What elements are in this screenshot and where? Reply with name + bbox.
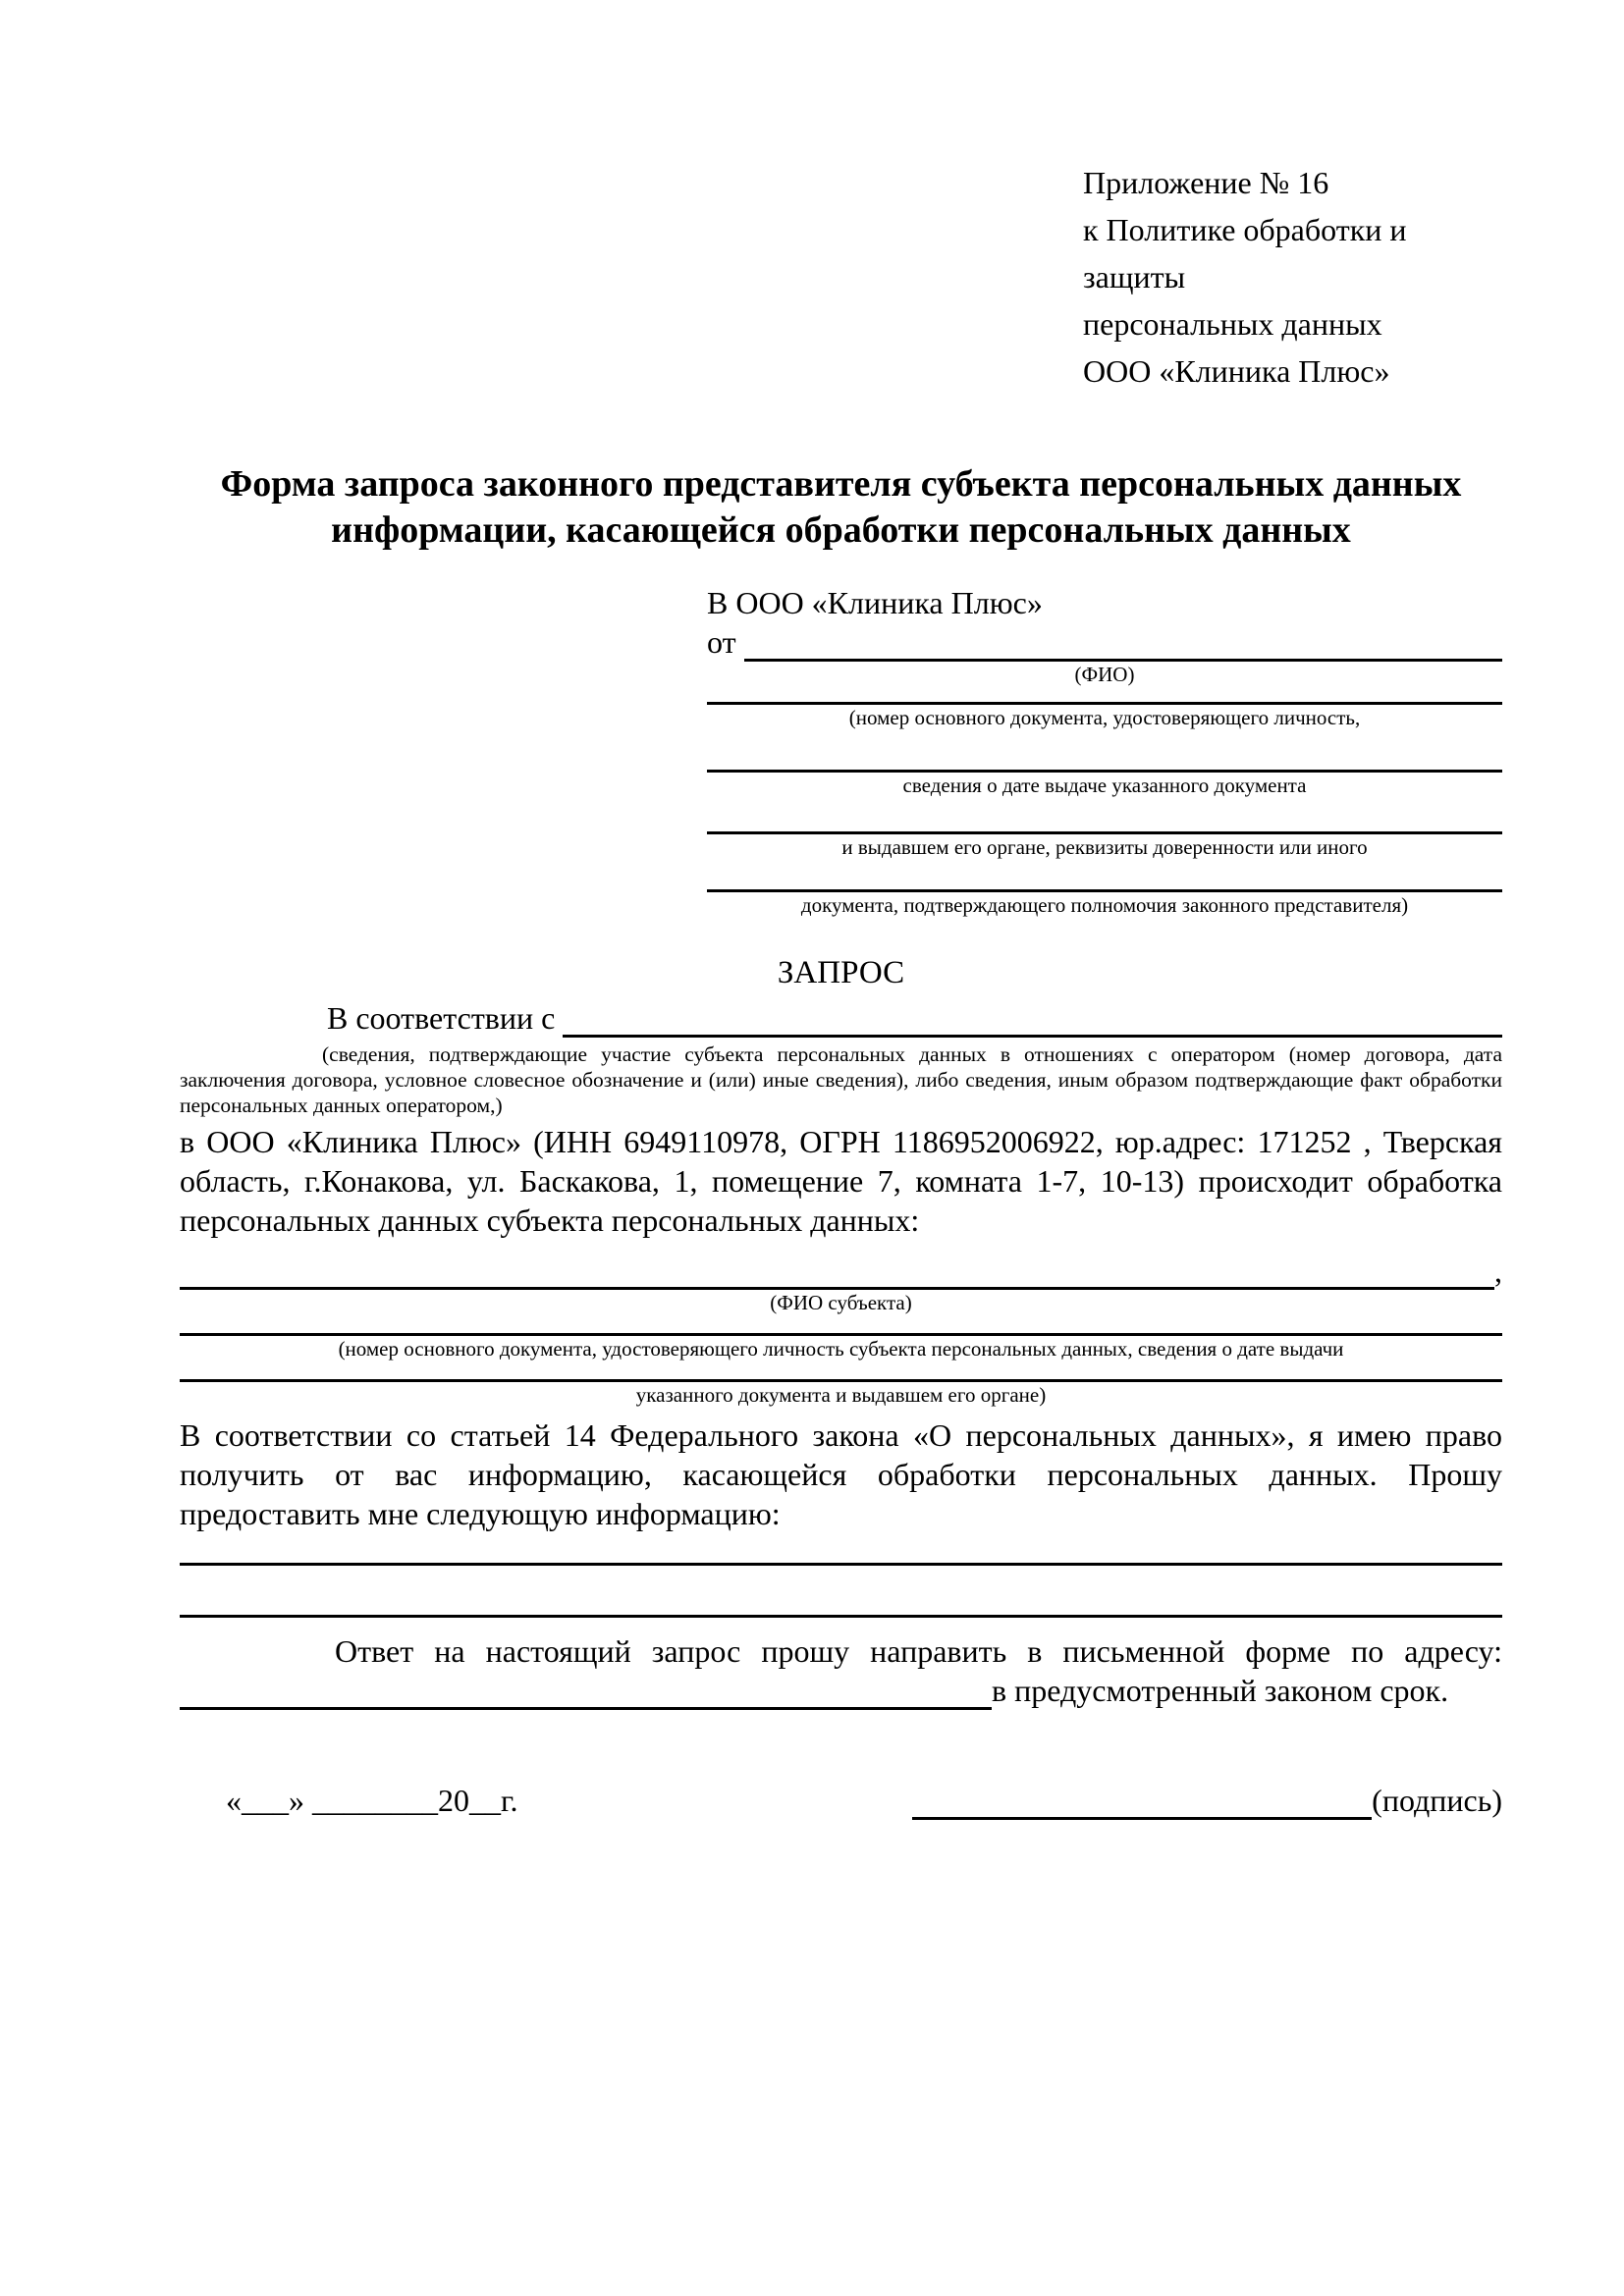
representative-doc-caption-3: и выдавшем его органе, реквизиты доверенности или иного xyxy=(841,835,1368,859)
appendix-policy-line2: персональных данных xyxy=(1083,306,1382,342)
subject-doc-caption-2: указанного документа и выдавшем его органе) xyxy=(635,1383,1047,1407)
signature-block xyxy=(912,1781,1502,1820)
appendix-policy-line: к Политике обработки и защиты xyxy=(1083,212,1407,294)
representative-fio-field[interactable] xyxy=(744,626,1502,662)
reply-address-field[interactable] xyxy=(180,1675,992,1710)
subject-fio-caption: (ФИО субъекта) xyxy=(770,1291,912,1314)
document-title-line2: информации, касающейся обработки персональных данных xyxy=(331,509,1351,551)
addressee-block xyxy=(707,583,1502,918)
subject-fio-row xyxy=(180,1254,1502,1290)
representative-doc-caption-4: документа, подтверждающего полномочия законного представителя) xyxy=(800,893,1409,917)
fio-caption: (ФИО) xyxy=(1074,663,1135,686)
subject-doc-caption-1: (номер основного документа, удостоверяющего личность субъекта персональных данных, сведения о дате выдачи xyxy=(338,1337,1344,1361)
representative-doc-field-4[interactable] xyxy=(707,860,1502,892)
representative-doc-field-1[interactable] xyxy=(707,687,1502,705)
reply-address-row xyxy=(180,1671,1502,1710)
appendix-company: ООО «Клиника Плюс» xyxy=(1083,353,1390,389)
basis-field[interactable] xyxy=(563,1002,1502,1038)
signature-caption: (подпись) xyxy=(1372,1783,1502,1818)
according-label: В соответствии с xyxy=(327,1000,556,1036)
subject-doc-field-2[interactable] xyxy=(180,1362,1502,1382)
reply-tail: в предусмотренный законом срок. xyxy=(992,1673,1449,1708)
info-request-field-2[interactable] xyxy=(180,1566,1502,1618)
rights-paragraph: В соответствии со статьей 14 Федерального закона «О персональных данных», я имею право получить от вас информацию, касающейся обработки персональных данных. Прошу предоставить мне следующую информацию: xyxy=(180,1417,1502,1531)
representative-doc-caption-1: (номер основного документа, удостоверяющего личность, xyxy=(848,706,1361,729)
representative-doc-field-3[interactable] xyxy=(707,798,1502,834)
from-label: от xyxy=(707,624,736,660)
representative-doc-field-2[interactable] xyxy=(707,730,1502,773)
basis-row xyxy=(180,998,1502,1038)
basis-caption: (сведения, подтверждающие участие субъекта персональных данных в отношениях с оператором (номер договора, дата заключения договора, условное словесное обозначение и (или) иные сведения), либо сведения, иным образом подтверждающие факт обработки персональных данных оператором,) xyxy=(180,1042,1502,1117)
info-request-field-1[interactable] xyxy=(180,1533,1502,1566)
request-heading: ЗАПРОС xyxy=(777,955,905,990)
trailing-comma: , xyxy=(1494,1254,1502,1289)
date-field[interactable]: «___» ________20__г. xyxy=(226,1783,518,1818)
footer-row xyxy=(180,1781,1502,1820)
subject-doc-field-1[interactable] xyxy=(180,1315,1502,1336)
subject-fio-field[interactable] xyxy=(180,1255,1494,1290)
representative-doc-caption-2: сведения о дате выдаче указанного документа xyxy=(902,774,1307,797)
document-title-line1: Форма запроса законного представителя субъекта персональных данных xyxy=(220,463,1462,505)
representative-fio-row xyxy=(707,622,1502,662)
addressee-company: В ООО «Клиника Плюс» xyxy=(707,585,1043,620)
operator-paragraph: в ООО «Клиника Плюс» (ИНН 6949110978, ОГРН 1186952006922, юр.адрес: 171252 , Тверская область, г.Конакова, ул. Баскакова, 1, помещение 7, комната 1-7, 10-13) происходит обработка персональных данных субъекта персональных данных: xyxy=(180,1124,1502,1238)
reply-paragraph: Ответ на настоящий запрос прошу направить в письменной форме по адресу: xyxy=(335,1633,1502,1669)
appendix-number: Приложение № 16 xyxy=(1083,165,1329,200)
document-title xyxy=(180,461,1502,554)
signature-field[interactable] xyxy=(912,1785,1372,1820)
appendix-header xyxy=(1083,159,1502,395)
